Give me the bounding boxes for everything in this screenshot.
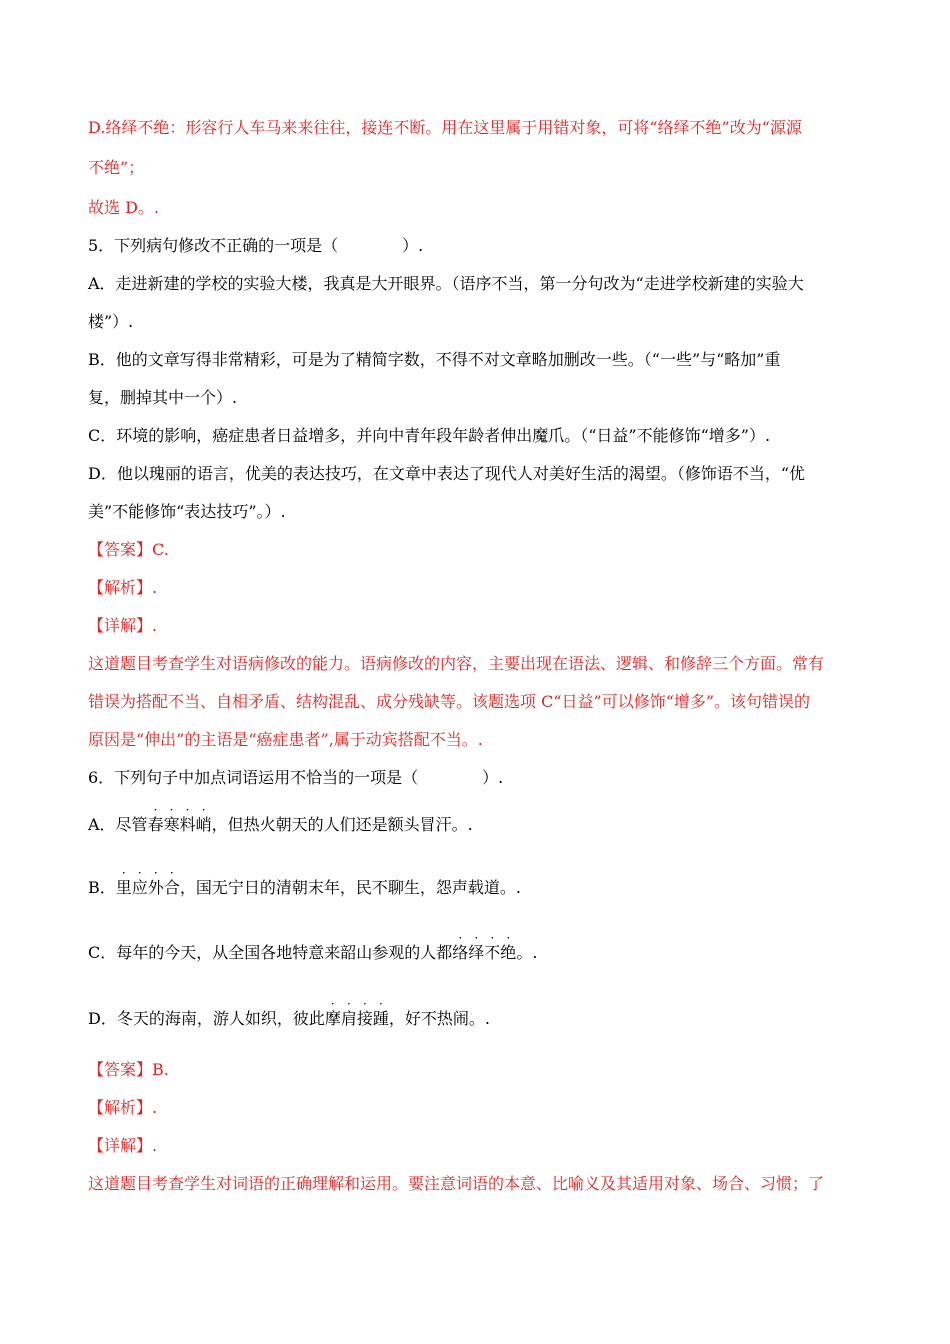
q5-option-c: C．环境的影响，癌症患者日益增多，并向中青年段年龄者伸出魔爪。（“日益”不能修饰“增多”）.	[88, 426, 771, 445]
emphasized-char: 踵	[372, 1009, 389, 1028]
prev-conclusion: 故选 D。.	[88, 198, 160, 217]
q5-detail-line3: 原因是“伸出”的主语是“癌症患者”,属于动宾搭配不当。.	[88, 730, 483, 749]
emphasized-char: 络	[452, 943, 469, 962]
q6-answer-tag: 【答案】	[88, 1060, 153, 1079]
q6-option-a-suffix: ，但热火朝天的人们还是额头冒汗。.	[211, 815, 473, 834]
q6-analysis-tag: 【解析】.	[88, 1098, 158, 1117]
emphasis-dot: ·	[330, 997, 335, 1011]
q6-option-a	[88, 803, 473, 836]
emphasis-dot: ·	[185, 803, 190, 817]
emphasis-dot: ·	[458, 931, 463, 945]
q6-option-b	[88, 866, 521, 899]
q5-detail-tag: 【详解】.	[88, 616, 158, 635]
emphasized-char: 不	[484, 943, 501, 962]
emphasized-char: 外	[147, 878, 164, 897]
emphasis-dot: ·	[153, 803, 158, 817]
q6-detail-tag: 【详解】.	[88, 1136, 158, 1155]
q5-answer-tag: 【答案】	[88, 540, 153, 559]
q5-option-d-line1: D．他以瑰丽的语言，优美的表达技巧，在文章中表达了现代人对美好生活的渴望。（修饰语不当，“优	[88, 464, 806, 483]
prev-option-d-analysis-line2: 不绝”；	[88, 158, 145, 177]
q5-analysis-tag: 【解析】.	[88, 578, 158, 597]
q6-answer-value: B.	[152, 1060, 169, 1079]
q5-stem: 5．下列病句修改不正确的一项是（ ）.	[88, 236, 424, 255]
q6-option-d-suffix: ，好不热闹。.	[388, 1009, 490, 1028]
emphasis-dot: ·	[169, 866, 174, 880]
q6-option-d-prefix: D．冬天的海南，游人如织，彼此	[88, 1009, 325, 1028]
q5-option-b-line2: 复，删掉其中一个）.	[88, 388, 238, 407]
emphasized-char: 里	[115, 878, 132, 897]
q6-option-b-emphasized-word	[115, 866, 180, 897]
emphasized-char: 肩	[340, 1009, 357, 1028]
q5-detail-line1: 这道题目考查学生对语病修改的能力。语病修改的内容，主要出现在语法、逻辑、和修辞三个方面。常有	[88, 654, 825, 673]
emphasis-dot: ·	[474, 931, 479, 945]
q5-option-a-line1: A．走进新建的学校的实验大楼，我真是大开眼界。（语序不当，第一分句改为“走进学校新建的实验大	[88, 274, 804, 293]
q6-option-c-suffix: 。.	[516, 943, 538, 962]
q5-option-a-line2: 楼”）.	[88, 312, 134, 331]
emphasized-char: 合	[163, 878, 180, 897]
emphasized-char: 春	[147, 815, 164, 834]
emphasized-char: 接	[356, 1009, 373, 1028]
q6-option-a-emphasized-word	[147, 803, 212, 834]
emphasized-char: 绝	[500, 943, 517, 962]
q6-stem: 6．下列句子中加点词语运用不恰当的一项是（ ）.	[88, 768, 504, 787]
emphasis-dot: ·	[201, 803, 206, 817]
q5-option-d-line2: 美”不能修饰“表达技巧”。）.	[88, 502, 286, 521]
prev-option-d-analysis-line1: D.络绎不绝：形容行人车马来来往往，接连不断。用在这里属于用错对象，可将“络绎不绝”改为“源源	[88, 118, 802, 137]
emphasized-char: 峭	[195, 815, 212, 834]
emphasis-dot: ·	[121, 866, 126, 880]
q6-answer	[88, 1059, 169, 1081]
q5-option-b-line1: B．他的文章写得非常精彩，可是为了精简字数，不得不对文章略加删改一些。（“一些”与“略加”重	[88, 350, 781, 369]
q6-option-c-prefix: C．每年的今天，从全国各地特意来韶山参观的人都	[88, 943, 453, 962]
q6-option-a-prefix: A．尽管	[88, 815, 148, 834]
emphasized-char: 摩	[324, 1009, 341, 1028]
q5-detail-line2: 错误为搭配不当、自相矛盾、结构混乱、成分残缺等。该题选项 C“日益”可以修饰“增多”。该句错误的	[88, 692, 811, 711]
emphasis-dot: ·	[362, 997, 367, 1011]
emphasized-char: 绎	[468, 943, 485, 962]
q5-answer	[88, 539, 169, 561]
q6-option-b-suffix: ，国无宁日的清朝末年，民不聊生，怨声载道。.	[179, 878, 521, 897]
q5-answer-value: C.	[152, 540, 169, 559]
emphasized-char: 寒	[163, 815, 180, 834]
q6-option-b-prefix: B．	[88, 878, 116, 897]
emphasized-char: 应	[131, 878, 148, 897]
q6-option-c	[88, 931, 538, 964]
q6-option-c-emphasized-word	[452, 931, 517, 962]
emphasis-dot: ·	[506, 931, 511, 945]
emphasis-dot: ·	[137, 866, 142, 880]
emphasis-dot: ·	[153, 866, 158, 880]
emphasis-dot: ·	[346, 997, 351, 1011]
q6-option-d	[88, 997, 490, 1030]
emphasis-dot: ·	[378, 997, 383, 1011]
q6-option-d-emphasized-word	[324, 997, 389, 1028]
emphasis-dot: ·	[169, 803, 174, 817]
q6-detail-line1: 这道题目考查学生对词语的正确理解和运用。要注意词语的本意、比喻义及其适用对象、场合、习惯；了	[88, 1174, 825, 1193]
emphasized-char: 料	[179, 815, 196, 834]
emphasis-dot: ·	[490, 931, 495, 945]
